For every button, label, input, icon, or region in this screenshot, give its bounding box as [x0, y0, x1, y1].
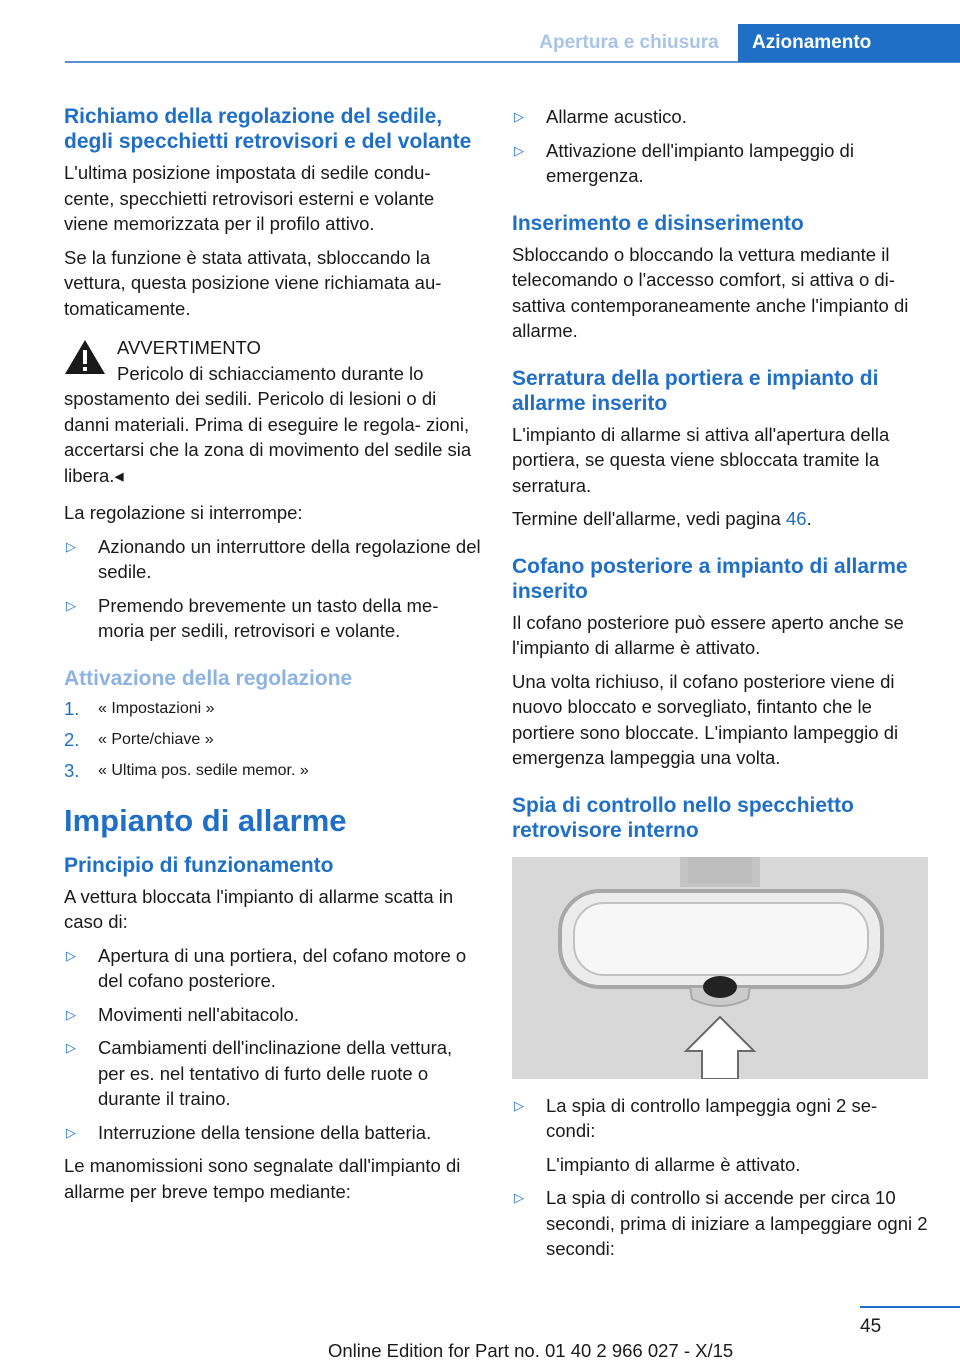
triangle-bullet-icon: ▷	[66, 947, 76, 963]
warning-title: AVVERTIMENTO	[117, 337, 261, 358]
list-item: ▷ Apertura di una portiera, del cofano motore o del cofano posteriore.	[66, 944, 467, 991]
interrupt-intro: La regolazione si interrompe:	[64, 502, 303, 523]
triangle-bullet-icon: ▷	[514, 142, 524, 158]
step-item: 3. « Ultima pos. sedile memor. »	[64, 759, 309, 781]
page-link[interactable]: 46	[785, 508, 807, 529]
spy-title: Spia di controllo nello specchietto retrovisore interno	[512, 793, 854, 842]
list-item: ▷ La spia di controllo si accende per circa 10 secondi, prima di iniziare a lampeggiare ogni 2 secondi:	[514, 1187, 928, 1259]
right-column	[512, 104, 930, 1270]
list-item: ▷ Premendo brevemente un tasto della me‐ moria per sedili, retrovisori e volante.	[66, 594, 439, 641]
warning-icon	[64, 339, 106, 375]
list-item: ▷ Azionando un interruttore della regolazione del sedile.	[66, 535, 481, 582]
arm-title: Inserimento e disinserimento	[512, 211, 804, 235]
indicator-light-icon	[703, 976, 737, 998]
triangle-bullet-icon: ▷	[66, 538, 76, 554]
term-text: Termine dell'allarme, vedi pagina 46.	[512, 508, 812, 529]
triangle-bullet-icon: ▷	[66, 1124, 76, 1140]
edition-text: Online Edition for Part no. 01 40 2 966 027 - X/15	[328, 1340, 734, 1361]
signal-list	[512, 104, 930, 189]
triangle-bullet-icon: ▷	[66, 1006, 76, 1022]
trunk-paragraph-1: Il cofano posteriore può essere aperto anche se l'impianto di allarme è attivato.	[512, 611, 904, 658]
triangle-bullet-icon: ▷	[514, 1190, 524, 1205]
trunk-paragraph-2: Una volta richiuso, il cofano posteriore viene di nuovo bloccato e sorvegliato, fintanto che le portiere sono bloccate. L'impianto lampeggio di emergenza lampeggia una volta.	[512, 670, 899, 768]
tamper-text: Le manomissioni sono segnalate dall'impianto di allarme per breve tempo mediante:	[64, 1155, 461, 1202]
list-item: ▷ Movimenti nell'abitacolo.	[64, 1002, 482, 1028]
list-item: ▷ Interruzione della tensione della batteria.	[64, 1120, 482, 1146]
warning-box	[64, 335, 482, 488]
arm-text: Sbloccando o bloccando la vettura mediante il telecomando o l'accesso comfort, si attiva o di‐ sattiva contemporaneamente anche l'impianto di allarme.	[512, 243, 909, 341]
lock-title: Serratura della portiera e impianto di allarme inserito	[512, 366, 879, 415]
warning-line-1: Pericolo di schiacciamento durante lo	[117, 362, 424, 384]
step-item: 1. « Impostazioni »	[64, 697, 215, 719]
page-number: 45	[860, 1316, 882, 1337]
lock-text: L'impianto di allarme si attiva all'apertura della portiera, se questa viene sbloccata tramite la serratura.	[512, 423, 890, 496]
spy-item-note: L'impianto di allarme è attivato.	[546, 1153, 801, 1175]
left-column	[64, 104, 482, 1212]
warning-text: spostamento dei sedili. Pericolo di lesioni o di danni materiali. Prima di eseguire le regola‐ zioni, accertarsi che la zona di movimento del sedile sia libera.◂	[64, 388, 472, 486]
footer-rule	[860, 1306, 960, 1308]
recall-paragraph-1: L'ultima posizione impostata di sedile condu‐ cente, specchietti retrovisori esterni e volante viene memorizzata per il profilo attivo.	[64, 162, 435, 234]
trunk-title: Cofano posteriore a impianto di allarme inserito	[512, 554, 908, 603]
principle-title: Principio di funzionamento	[64, 853, 334, 877]
list-item: ▷ Cambiamenti dell'inclinazione della vettura, per es. nel tentativo di furto delle ruote o durante il traino.	[66, 1037, 453, 1109]
activation-steps	[64, 697, 482, 783]
interrupt-list	[64, 534, 482, 644]
mirror-illustration	[512, 857, 928, 1079]
triangle-bullet-icon: ▷	[66, 1040, 76, 1055]
triangle-bullet-icon: ▷	[514, 109, 524, 124]
spy-list	[512, 1093, 930, 1262]
principle-list	[64, 943, 482, 1146]
recall-title: Richiamo della regolazione del sedile, degli specchietti retrovisori e del volante	[64, 105, 472, 153]
list-item: ▷ Allarme acustico.	[512, 104, 930, 130]
header-section[interactable]: Apertura e chiusura	[539, 32, 719, 53]
principle-intro: A vettura bloccata l'impianto di allarme scatta in caso di:	[64, 885, 454, 932]
alarm-title: Impianto di allarme	[64, 802, 347, 838]
activation-title: Attivazione della regolazione	[64, 666, 353, 690]
triangle-bullet-icon: ▷	[514, 1097, 524, 1113]
step-item: 2. « Porte/chiave »	[64, 728, 214, 750]
list-item: ▷ Attivazione dell'impianto lampeggio di emergenza.	[514, 139, 854, 186]
triangle-bullet-icon: ▷	[66, 597, 76, 613]
list-item: ▷ La spia di controllo lampeggia ogni 2 se‐ condi: L'impianto di allarme è attivato.	[512, 1093, 930, 1178]
mirror-diagram	[512, 857, 928, 1079]
header-chapter[interactable]: Azionamento	[738, 24, 960, 62]
recall-paragraph-2: Se la funzione è stata attivata, sbloccando la vettura, questa posizione viene richiamata au‐ tomaticamente.	[64, 246, 442, 319]
